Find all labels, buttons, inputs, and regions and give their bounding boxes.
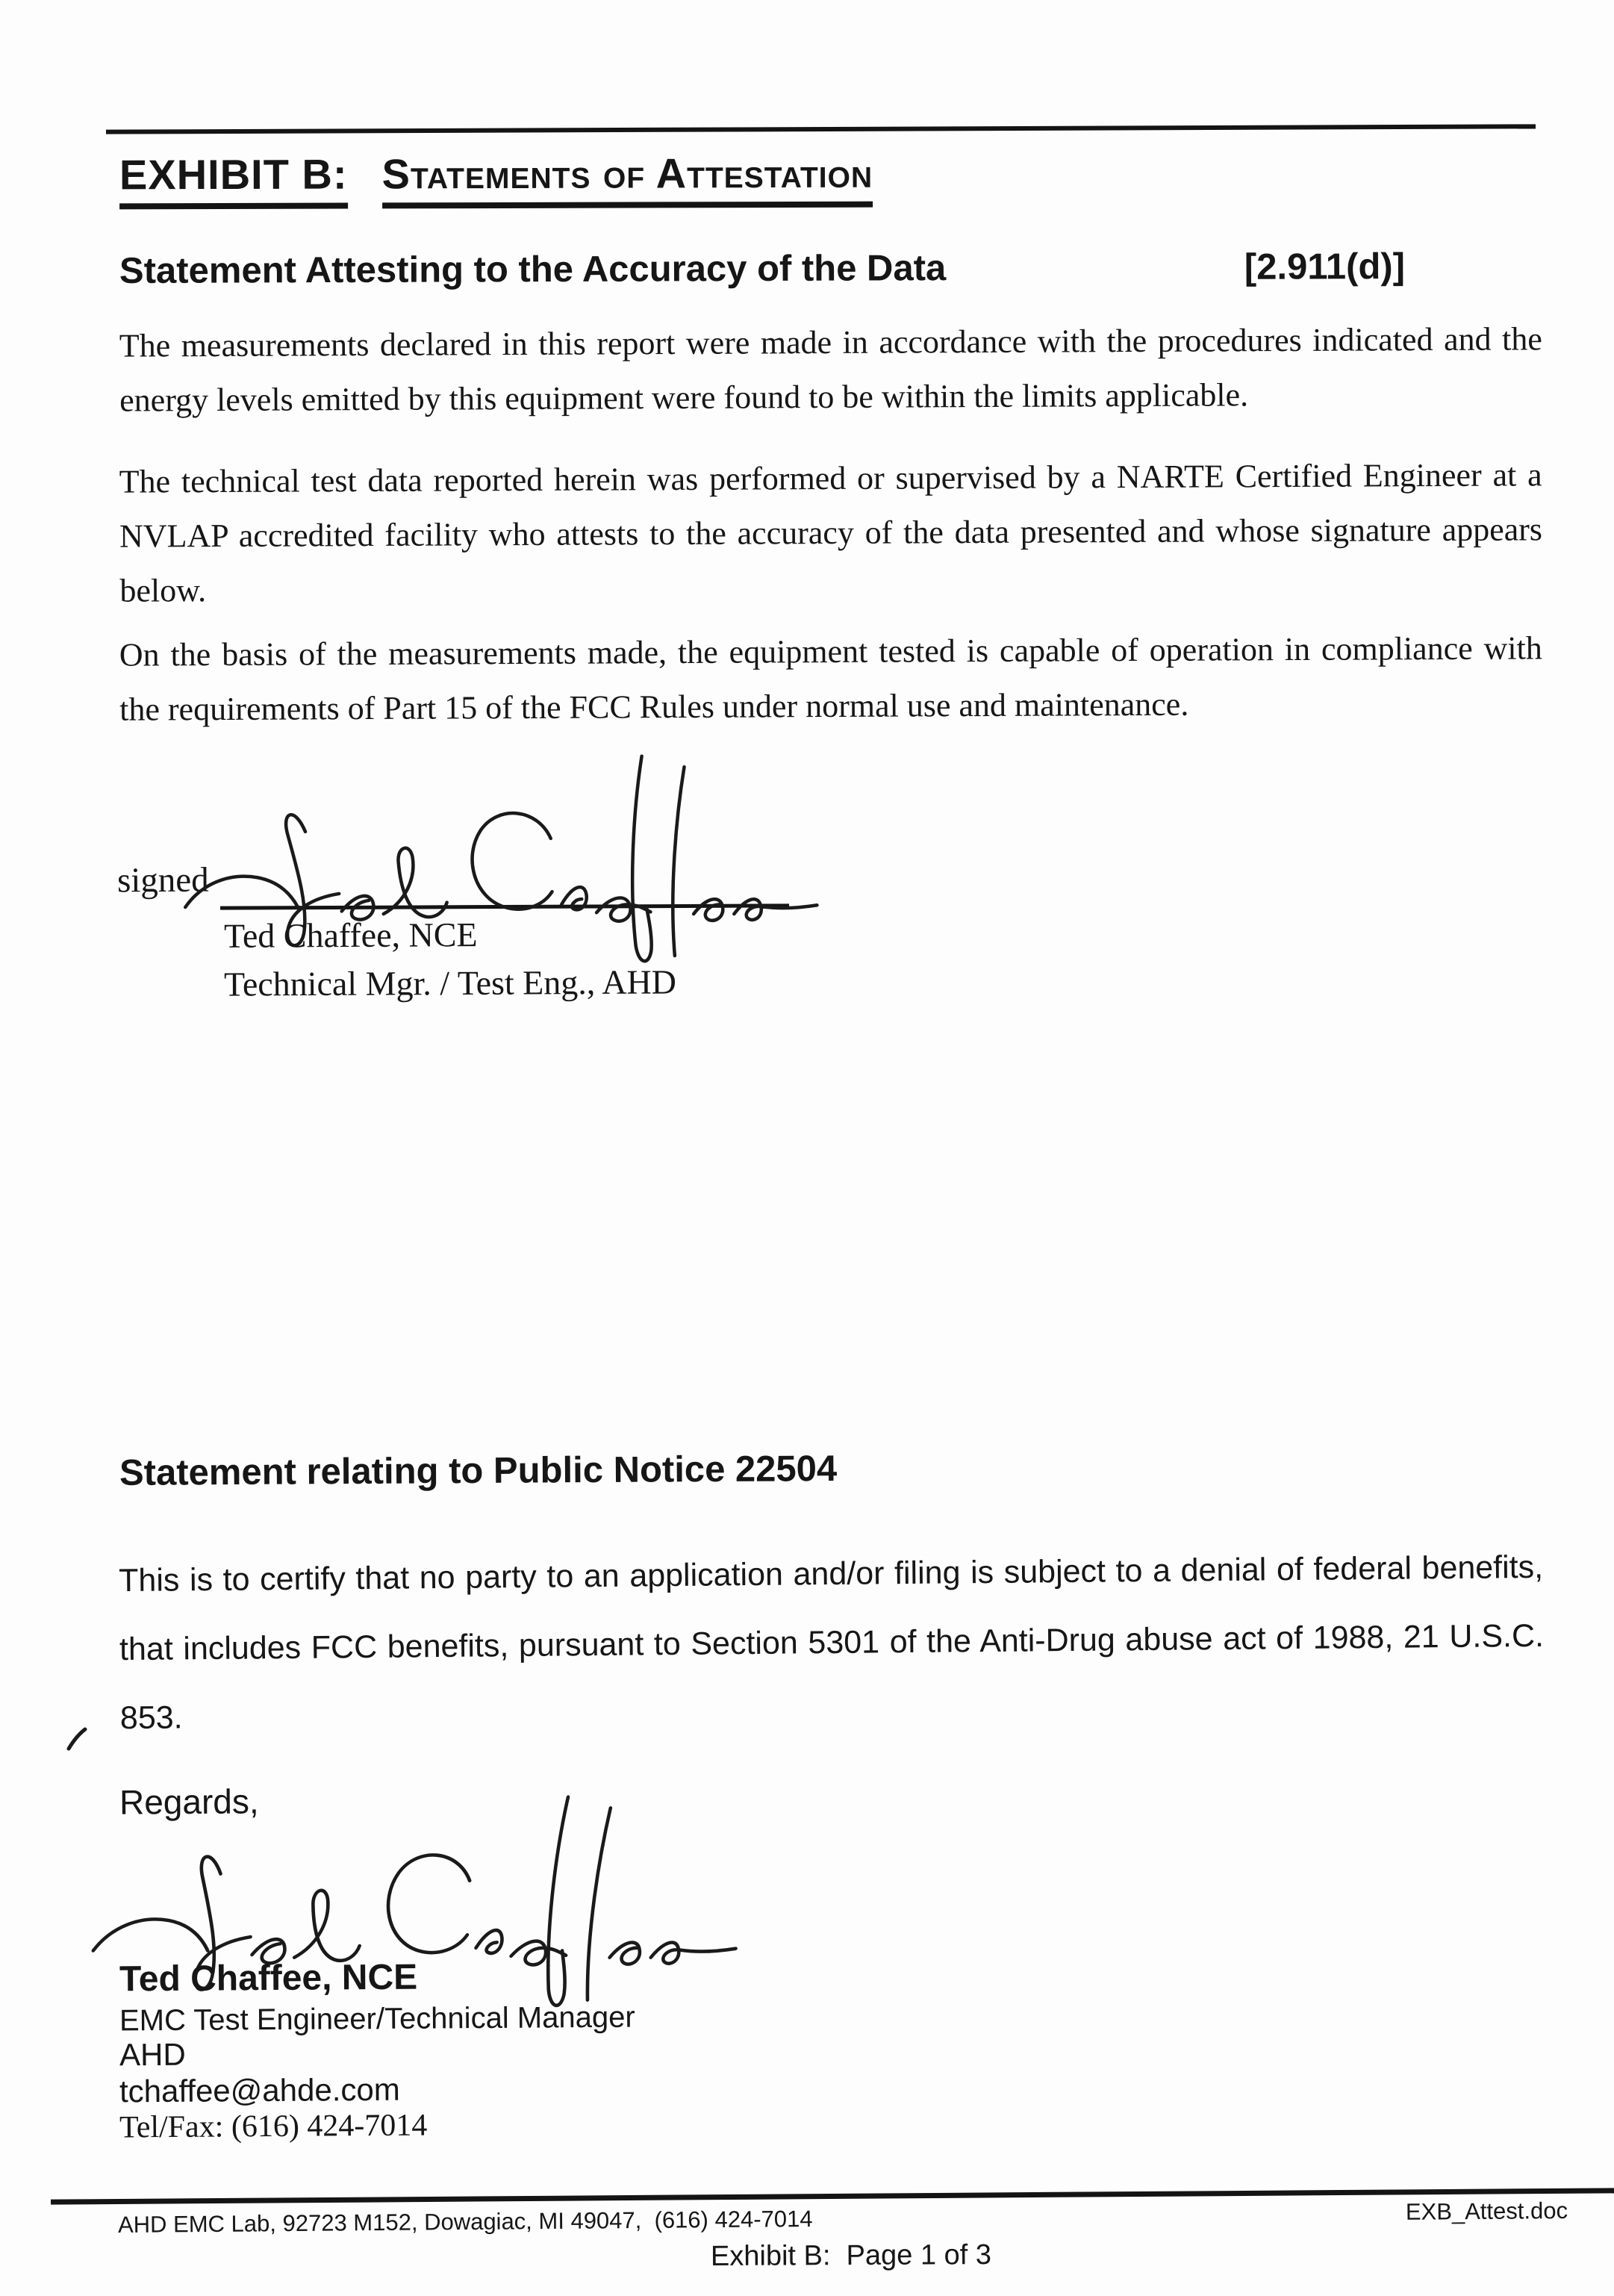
stray-pen-mark xyxy=(66,1726,88,1752)
exhibit-title: Statements of Attestation xyxy=(381,149,873,209)
paragraph-anti-drug-certification: This is to certify that no party to an application and/or filing is subject to a denial of federal benefits, that includes FCC benefits, pursuant to Section 5301 of the Anti-Drug abuse act of 1988, 21 U.S.C. 853. xyxy=(118,1549,1545,1737)
closing-regards: Regards, xyxy=(119,1782,259,1822)
footer-lab-address: AHD EMC Lab, 92723 M152, Dowagiac, MI 49047, (616) 424-7014 xyxy=(117,2205,813,2239)
signatory-telfax: Tel/Fax: (616) 424-7014 xyxy=(119,2108,428,2145)
exhibit-label: EXHIBIT B: xyxy=(119,150,348,210)
top-divider-rule xyxy=(106,124,1536,134)
footer-page-label: Exhibit B: Page 1 of 3 xyxy=(710,2239,992,2272)
paragraph-compliance: On the basis of the measurements made, the equipment tested is capable of operation in compliance with the requirements of Part 15 of the FCC Rules under normal use and maintenance. xyxy=(119,629,1542,728)
paragraph-measurements: The measurements declared in this report were made in accordance with the procedures indicated and the energy levels emitted by this equipment were found to be within the limits applicable. xyxy=(119,320,1542,419)
handwritten-signature-1 xyxy=(173,730,834,1001)
signatory-email: tchaffee@ahde.com xyxy=(119,2071,400,2109)
footer-divider-rule xyxy=(51,2188,1614,2204)
signatory-organization: AHD xyxy=(119,2036,186,2073)
signatory-name-1: Ted Chaffee, NCE xyxy=(223,915,478,955)
signatory-name-2: Ted Chaffee, NCE xyxy=(119,1957,418,2000)
statement-accuracy-heading-row xyxy=(119,246,1405,292)
fcc-rule-reference: [2.911(d)] xyxy=(1244,246,1406,287)
signatory-title-2: EMC Test Engineer/Technical Manager xyxy=(119,2000,635,2038)
paragraph-narte-engineer: The technical test data reported herein was performed or supervised by a NARTE Certified Engineer at a NVLAP accredited facility who attests to the accuracy of the data presented and whose signature appears below. xyxy=(119,456,1543,609)
statement-public-notice-heading: Statement relating to Public Notice 22504 xyxy=(119,1449,838,1493)
statement-accuracy-heading: Statement Attesting to the Accuracy of the Data xyxy=(119,248,947,292)
signed-label: signed xyxy=(116,860,209,900)
signatory-title-1: Technical Mgr. / Test Eng., AHD xyxy=(223,962,677,1004)
footer-file-name: EXB_Attest.doc xyxy=(1405,2197,1568,2225)
exhibit-heading xyxy=(119,149,873,210)
